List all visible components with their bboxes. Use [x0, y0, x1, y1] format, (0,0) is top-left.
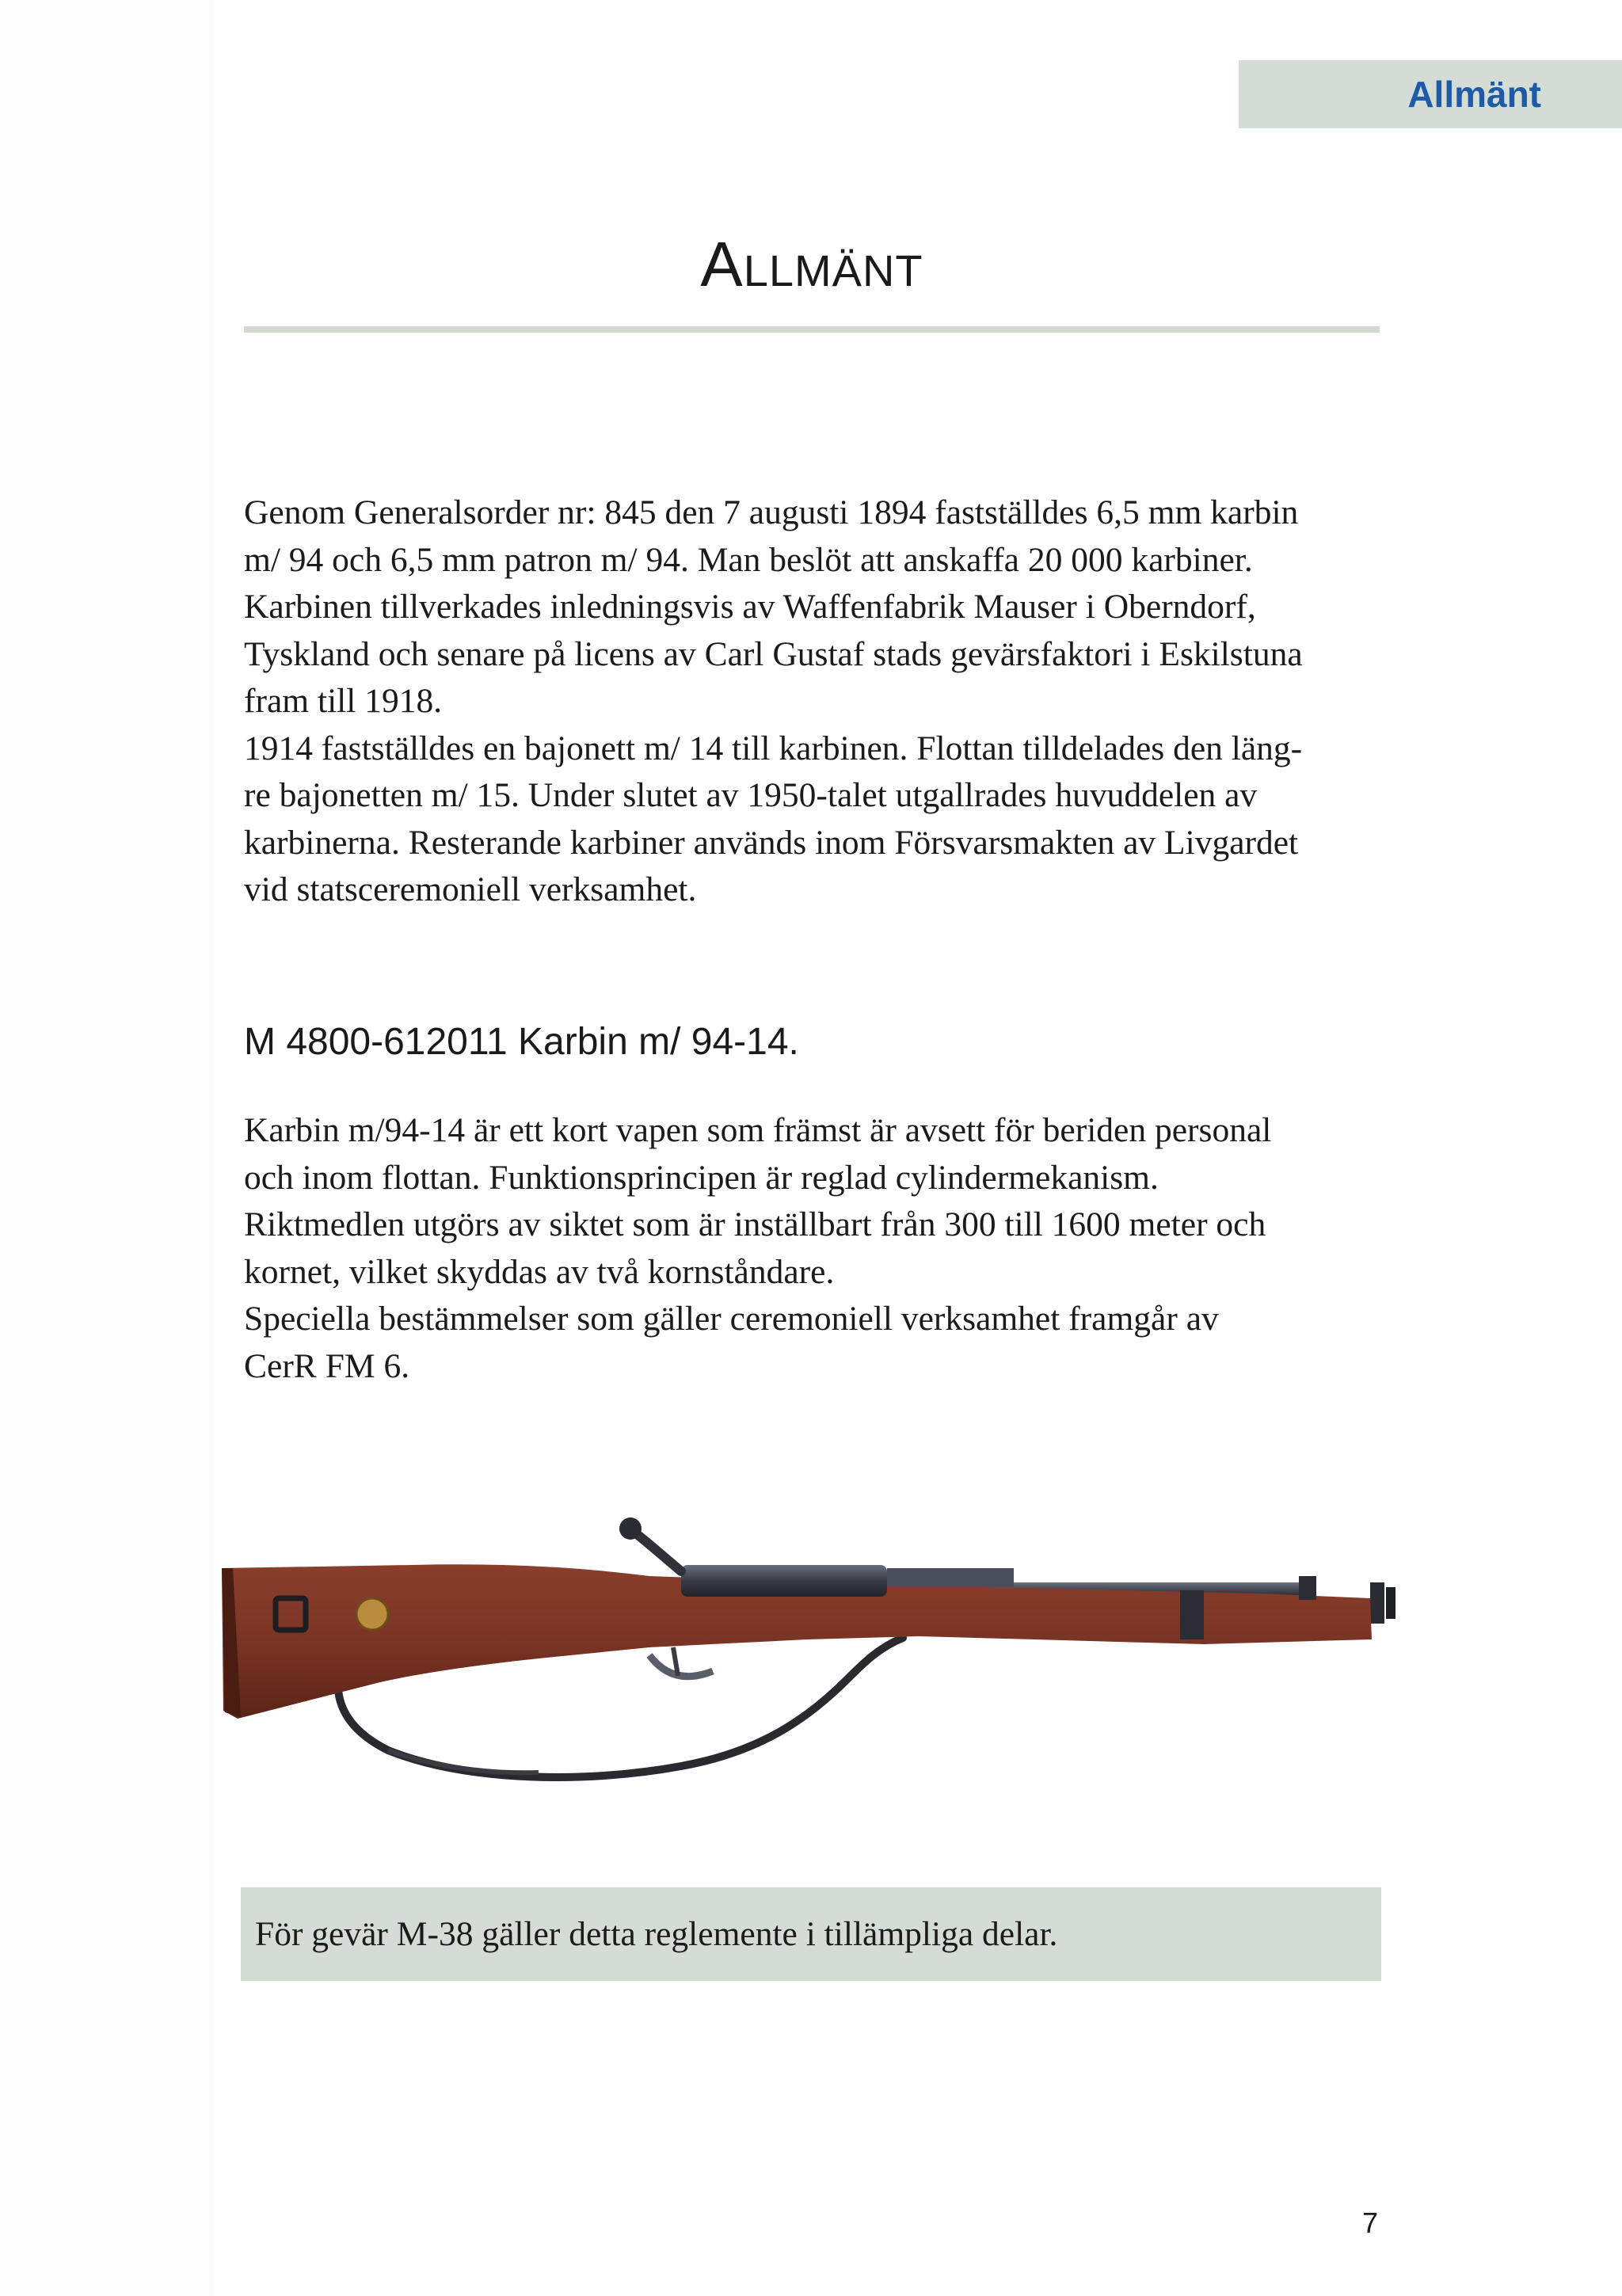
- text-line: Tyskland och senare på licens av Carl Gustaf stads gevärsfaktori i Eskilstuna: [244, 634, 1303, 673]
- section-tab: [1239, 60, 1622, 128]
- note-text: För gevär M-38 gäller detta reglemente i tillämpliga delar.: [255, 1915, 1058, 1953]
- description-paragraph: [244, 1107, 1380, 1390]
- intro-paragraph: [244, 489, 1380, 914]
- section-tab-label: Allmänt: [1407, 74, 1541, 115]
- text-line: re bajonetten m/ 15. Under slutet av 1950-talet utgallrades huvuddelen av: [244, 776, 1258, 814]
- title-rule: [244, 326, 1380, 333]
- section-subheading: M 4800-612011 Karbin m/ 94-14.: [244, 1021, 799, 1063]
- text-line: 1914 fastställdes en bajonett m/ 14 till karbinen. Flottan tilldelades den läng-: [244, 729, 1303, 767]
- text-line: kornet, vilket skyddas av två kornståndare.: [244, 1252, 835, 1291]
- carbine-illustration: [206, 1489, 1426, 1853]
- text-line: vid statsceremoniell verksamhet.: [244, 870, 697, 908]
- page-title: Allmänt: [700, 229, 923, 299]
- text-line: CerR FM 6.: [244, 1346, 410, 1385]
- text-line: Riktmedlen utgörs av siktet som är inställbart från 300 till 1600 meter och: [244, 1205, 1266, 1243]
- text-line: och inom flottan. Funktionsprincipen är reglad cylindermekanism.: [244, 1158, 1159, 1197]
- text-line: karbinerna. Resterande karbiner används inom Försvarsmakten av Livgardet: [244, 823, 1299, 862]
- text-line: Karbinen tillverkades inledningsvis av Waffenfabrik Mauser i Oberndorf,: [244, 588, 1256, 626]
- text-line: fram till 1918.: [244, 682, 443, 720]
- carbine-photo: [206, 1489, 1426, 1853]
- text-line: m/ 94 och 6,5 mm patron m/ 94. Man beslöt att anskaffa 20 000 karbiner.: [244, 540, 1253, 579]
- page-margin-band: [0, 0, 214, 2296]
- note-box: [241, 1887, 1381, 1981]
- text-line: Karbin m/94-14 är ett kort vapen som främst är avsett för beriden personal: [244, 1111, 1272, 1149]
- text-line: Speciella bestämmelser som gäller ceremoniell verksamhet framgår av: [244, 1300, 1219, 1338]
- page-number: 7: [1361, 2207, 1378, 2239]
- text-line: Genom Generalsorder nr: 845 den 7 augusti 1894 fastställdes 6,5 mm karbin: [244, 493, 1299, 531]
